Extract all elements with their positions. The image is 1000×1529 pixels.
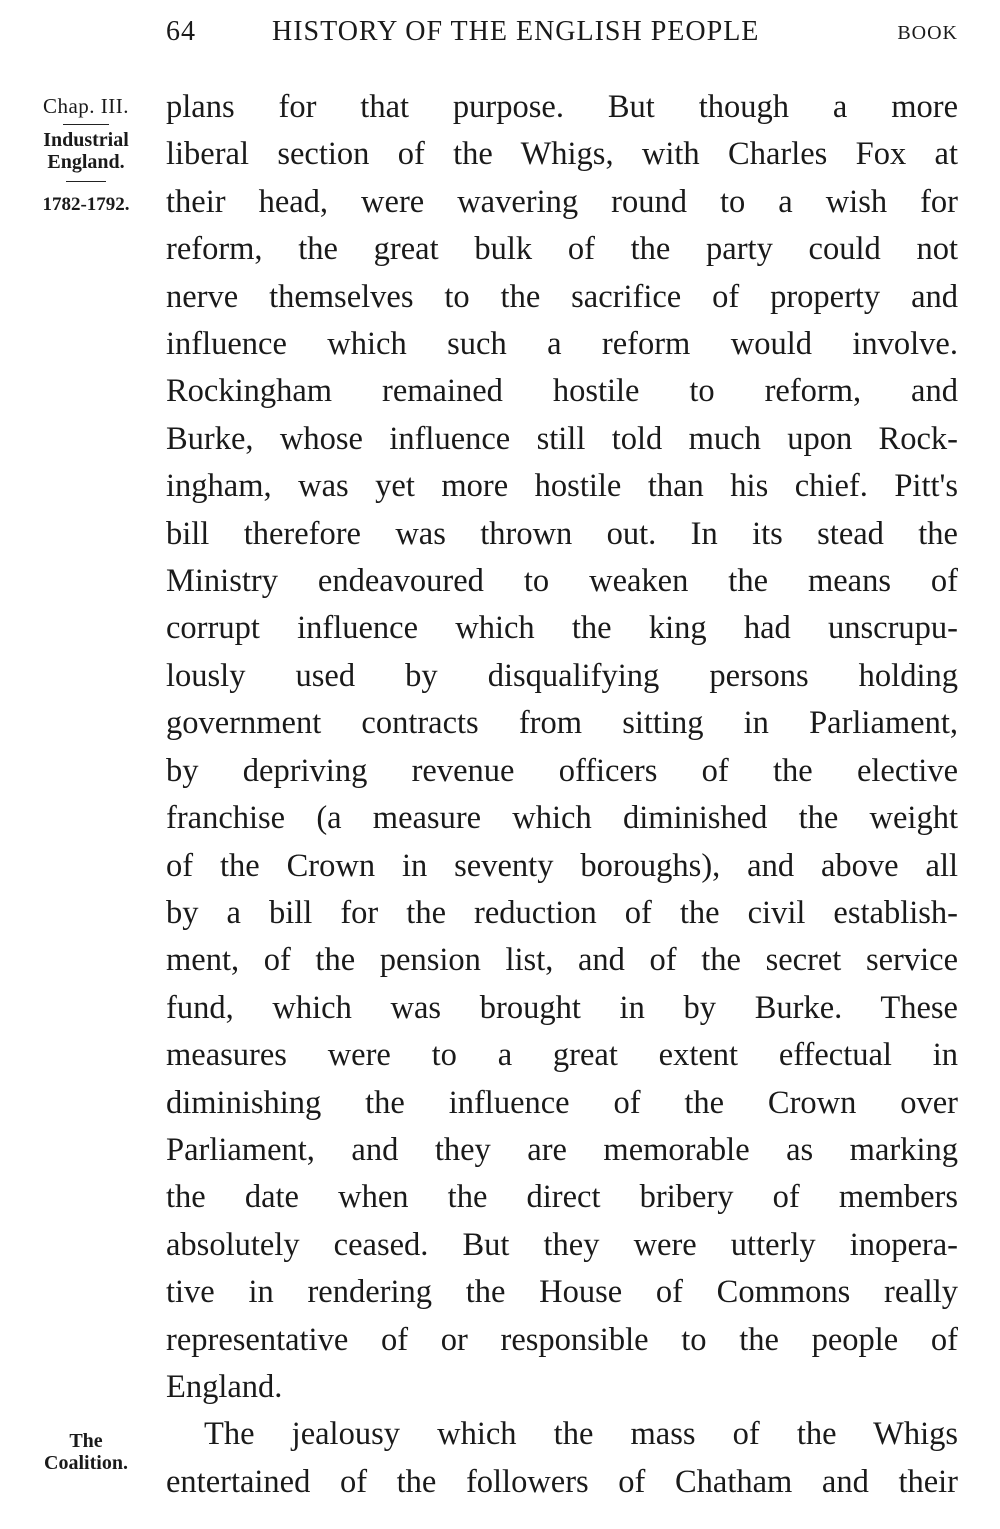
text-line: nerve themselves to the sacrifice of property and [166,278,958,315]
text-line: bill therefore was thrown out. In its stead the [166,515,958,552]
side-note-line: England. [47,151,125,173]
text-line: by a bill for the reduction of the civil establish- [166,894,958,931]
text-line: Rockingham remained hostile to reform, and [166,373,958,410]
text-line: tive in rendering the House of Commons really [166,1274,958,1311]
text-line: absolutely ceased. But they were utterly inopera- [166,1226,958,1263]
text-line: entertained of the followers of Chatham and their [166,1463,958,1500]
running-head [166,16,958,52]
text-line: influence which such a reform would involve. [166,326,958,363]
text-line: by depriving revenue officers of the elective [166,752,958,789]
margin-notes-bottom [22,1430,150,1474]
text-line: Burke, whose influence still told much upon Rock- [166,420,958,457]
text-line: ingham, was yet more hostile than his chief. Pitt's [166,468,958,505]
date-range: 1782-1792. [42,194,130,215]
side-note-line: Coalition. [44,1452,128,1474]
text-line: reform, the great bulk of the party could not [166,231,958,268]
margin-notes-top [22,94,150,216]
text-line: their head, were wavering round to a wish for [166,183,958,220]
text-line: liberal section of the Whigs, with Charles Fox at [166,136,958,173]
text-line: representative of or responsible to the people of [166,1321,958,1358]
paragraph-1 [166,84,958,1411]
text-line: the date when the direct bribery of members [166,1179,958,1216]
text-line: plans for that purpose. But though a more [166,89,958,125]
text-line: corrupt influence which the king had unscrupu- [166,610,958,647]
body-text [166,84,958,1506]
margin-rule [66,181,106,182]
paragraph-2 [166,1411,958,1506]
chapter-label: Chap. III. [42,94,130,118]
text-line: fund, which was brought in by Burke. These [166,989,958,1026]
text-line: measures were to a great extent effectual in [166,1037,958,1074]
running-title: HISTORY OF THE ENGLISH PEOPLE [272,16,760,47]
text-line: of the Crown in seventy boroughs), and above all [166,847,958,884]
margin-rule [63,124,109,125]
text-line: England. [166,1368,283,1405]
book-label: BOOK [897,22,958,44]
text-line: Parliament, and they are memorable as marking [166,1131,958,1168]
text-line: diminishing the influence of the Crown over [166,1084,958,1121]
text-line: ment, of the pension list, and of the secret service [166,942,958,979]
text-line: lously used by disqualifying persons holding [166,657,958,694]
text-line: government contracts from sitting in Parliament, [166,705,958,742]
text-line: The jealousy which the mass of the Whigs [204,1416,958,1453]
page-number: 64 [166,16,196,47]
text-line: franchise (a measure which diminished the weight [166,800,958,837]
text-line: Ministry endeavoured to weaken the means of [166,563,958,600]
side-note-line: The [69,1430,103,1452]
side-note-line: Industrial [43,129,129,151]
